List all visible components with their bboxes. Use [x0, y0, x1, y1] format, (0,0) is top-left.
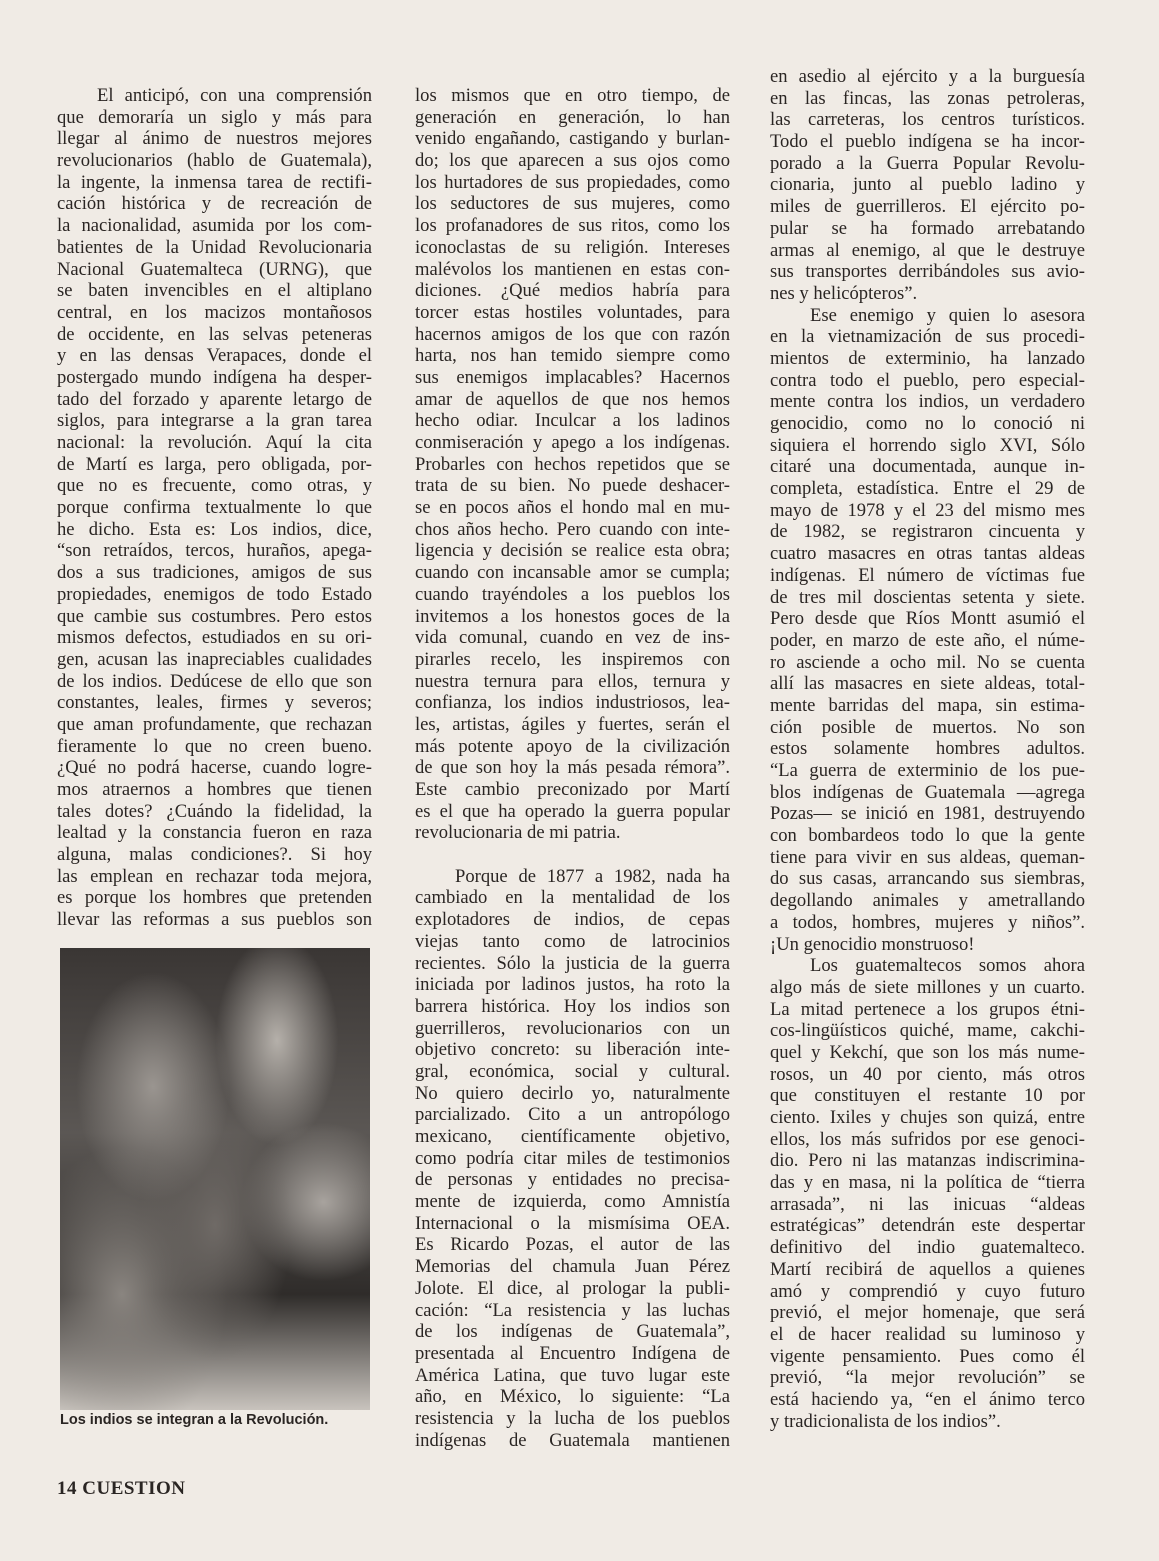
- text-line: de occidente, en las selvas peteneras: [57, 323, 372, 345]
- text-line: mexicano, científicamente objetivo,: [415, 1126, 730, 1147]
- text-line: las emplean en rechazar toda mejora,: [57, 865, 372, 887]
- text-line: es el que ha operado la guerra popular: [415, 800, 730, 822]
- text-line: Pero desde que Ríos Montt asumió el: [770, 608, 1085, 630]
- text-line: tado del forzado y aparente letargo de: [57, 388, 372, 410]
- text-line: Nacional Guatemalteca (URNG), que: [57, 258, 372, 280]
- text-line: la ingente, la inmensa tarea de rectifi-: [57, 171, 372, 193]
- text-line: de Martí es larga, pero obligada, por-: [57, 453, 372, 475]
- text-line: ellos, los más sufridos por ese genoci-: [770, 1128, 1085, 1150]
- text-line: previó, “la mejor revolución” se: [770, 1367, 1085, 1389]
- text-line: año, en México, lo siguiente: “La: [415, 1386, 730, 1408]
- text-line: cuatro masacres en otras tantas aldeas: [770, 543, 1085, 565]
- text-line: ciento. Ixiles y chujes son quizá, entre: [770, 1107, 1085, 1128]
- text-line: porque confirma textualmente lo que: [57, 497, 372, 519]
- text-line: y en las densas Verapaces, donde el: [57, 345, 372, 367]
- text-line: parcializado. Cito a un antropólogo: [415, 1104, 730, 1126]
- text-line: quel y Kekchí, que son los más nume-: [770, 1041, 1085, 1063]
- text-line: a todos, hombres, mujeres y niños”.: [770, 911, 1085, 933]
- text-line: presentada al Encuentro Indígena de: [415, 1342, 730, 1364]
- text-line: confianza, los indios industriosos, lea-: [415, 692, 730, 714]
- text-line: viejas tanto como de latrocinios: [415, 930, 730, 952]
- text-line: gral, económica, social y cultural.: [415, 1060, 730, 1082]
- text-line: la nacionalidad, asumida por los com-: [57, 215, 372, 237]
- text-line: Martí recibirá de aquellos a quienes: [770, 1258, 1085, 1280]
- text-line: Todo el pueblo indígena se ha incor-: [770, 131, 1085, 153]
- paragraph: [770, 305, 1085, 956]
- text-line: genocidio, como no lo conoció ni: [770, 413, 1085, 434]
- text-line: El anticipó, con una comprensión: [97, 85, 372, 106]
- text-line: dos a sus tradiciones, amigos de sus: [57, 562, 372, 584]
- paragraph: [770, 955, 1085, 1432]
- text-line: “La guerra de exterminio de los pue-: [770, 760, 1085, 781]
- text-line: se baten invencibles en el altiplano: [57, 280, 372, 302]
- text-line: generación en generación, lo han: [415, 106, 730, 128]
- text-line: armas al enemigo, al que le destruye: [770, 239, 1085, 261]
- text-line: Es Ricardo Pozas, el autor de las: [415, 1234, 730, 1256]
- text-line: trata de su bien. No puede deshacer-: [415, 475, 730, 497]
- text-line: Porque de 1877 a 1982, nada ha: [455, 865, 730, 887]
- text-line: que no es frecuente, como otras, y: [57, 475, 372, 497]
- text-column-1: [57, 85, 372, 931]
- text-line: de que son hoy la más pesada rémora”.: [415, 757, 730, 779]
- text-column-2: [415, 85, 730, 1451]
- paragraph: [57, 85, 372, 931]
- text-line: guerrilleros, revolucionarios con un: [415, 1017, 730, 1039]
- text-line: que cambie sus costumbres. Pero estos: [57, 605, 372, 627]
- text-line: tales dotes? ¿Cuándo la fidelidad, la: [57, 800, 372, 822]
- text-line: hecho odiar. Inculcar a los ladinos: [415, 410, 730, 432]
- text-line: completa, estadística. Entre el 29 de: [770, 478, 1085, 500]
- text-line: los hurtadores de sus propiedades, como: [415, 171, 730, 193]
- text-line: las carreteras, los centros turísticos.: [770, 109, 1085, 131]
- text-line: en asedio al ejército y a la burguesía: [770, 66, 1085, 87]
- photo-caption: Los indios se integran a la Revolución.: [60, 1412, 329, 1428]
- text-line: está haciendo ya, “en el ánimo terco: [770, 1388, 1085, 1410]
- text-line: de los indios. Dedúcese de ello que son: [57, 670, 372, 692]
- text-line: sus enemigos implacables? Hacernos: [415, 366, 730, 388]
- text-line: cación: “La resistencia y las luchas: [415, 1299, 730, 1321]
- text-line: nuestra ternura para ellos, ternura y: [415, 670, 730, 692]
- text-line: estos solamente hombres adultos.: [770, 738, 1085, 760]
- text-line: dio. Pero ni las matanzas indiscrimina-: [770, 1150, 1085, 1172]
- text-line: de los indígenas de Guatemala”,: [415, 1321, 730, 1343]
- text-line: mismos defectos, estudiados en su ori-: [57, 627, 372, 649]
- text-line: definitivo del indio guatemalteco.: [770, 1237, 1085, 1259]
- text-line: malévolos los mantienen en estas con-: [415, 258, 730, 280]
- text-line: cos-lingüísticos quiché, mame, cakchi-: [770, 1020, 1085, 1042]
- text-line: siquiera el horrendo siglo XVI, Sólo: [770, 434, 1085, 456]
- text-line: que constituyen el restante 10 por: [770, 1085, 1085, 1107]
- text-line: llegar al ánimo de nuestros mejores: [57, 128, 372, 150]
- text-line: poder, en marzo de este año, el núme-: [770, 629, 1085, 651]
- text-line: cuando trayéndoles a los pueblos los: [415, 583, 730, 605]
- text-line: los profanadores de sus ritos, como los: [415, 215, 730, 237]
- text-line: do; los que aparecen a sus ojos como: [415, 150, 730, 172]
- text-line: barrera histórica. Hoy los indios son: [415, 995, 730, 1017]
- text-line: vigente pensamiento. Pues como él: [770, 1345, 1085, 1367]
- text-line: recientes. Sólo la justicia de la guerra: [415, 952, 730, 974]
- text-line: gen, acusan las inapreciables cualidades: [57, 648, 372, 670]
- text-line: estratégicas” detendrán este despertar: [770, 1215, 1085, 1237]
- text-line: fieramente lo que no creen bueno.: [57, 735, 372, 757]
- paragraph: [770, 66, 1085, 305]
- text-line: cionaria, junto al pueblo ladino y: [770, 174, 1085, 196]
- text-line: Memorias del chamula Juan Pérez: [415, 1256, 730, 1278]
- text-line: arrasada”, ni las inicuas “aldeas: [770, 1193, 1085, 1215]
- text-line: los seductores de sus mujeres, como: [415, 193, 730, 215]
- text-line: indígenas de Guatemala mantienen: [415, 1429, 730, 1451]
- text-line: No quiero decirlo yo, naturalmente: [415, 1082, 730, 1104]
- text-line: amar de aquellos de que nos hemos: [415, 388, 730, 410]
- text-line: harta, nos han temido siempre como: [415, 345, 730, 367]
- text-line: es porque los hombres que pretenden: [57, 887, 372, 909]
- text-line: venido engañando, castigando y burlan-: [415, 128, 730, 150]
- text-line: Pozas— se inició en 1981, destruyendo: [770, 803, 1085, 825]
- text-line: torcer estas hostiles voluntades, para: [415, 301, 730, 323]
- text-line: ligencia y decisión se realice esta obra;: [415, 540, 730, 562]
- text-line: porado a la Guerra Popular Revolu-: [770, 152, 1085, 174]
- text-line: vida comunal, cuando en vez de ins-: [415, 627, 730, 649]
- text-line: mente contra los indios, un verdadero: [770, 391, 1085, 413]
- text-line: les, artistas, ágiles y fuertes, serán el: [415, 713, 730, 735]
- text-line: Internacional o la mismísima OEA.: [415, 1212, 730, 1234]
- text-line: Los guatemaltecos somos ahora: [810, 955, 1085, 977]
- text-line: nes y helicópteros”.: [770, 282, 918, 304]
- text-line: citaré una documentada, aunque in-: [770, 456, 1085, 478]
- text-line: como podría citar miles de testimonios: [415, 1147, 730, 1169]
- text-line: algo más de siete millones y un cuarto.: [770, 976, 1085, 998]
- text-line: de 1982, se registraron cincuenta y: [770, 521, 1085, 543]
- text-line: tiene para vivir en sus aldeas, queman-: [770, 846, 1085, 868]
- text-line: se en pocos años el hondo mal en mu-: [415, 497, 730, 519]
- text-line: miles de guerrilleros. El ejército po-: [770, 196, 1085, 218]
- text-line: resistencia y la lucha de los pueblos: [415, 1407, 730, 1429]
- text-line: América Latina, que tuvo lugar este: [415, 1364, 730, 1386]
- text-line: ción posible de muertos. No son: [770, 716, 1085, 738]
- text-line: diciones. ¿Qué medios habría para: [415, 280, 730, 302]
- text-line: Probarles con hechos repetidos que se: [415, 453, 730, 475]
- text-line: de tres mil doscientas setenta y siete.: [770, 586, 1085, 608]
- text-line: mayo de 1978 y el 23 del mismo mes: [770, 499, 1085, 521]
- text-line: allí las masacres en siete aldeas, total-: [770, 673, 1085, 695]
- photo-indigenous-guerrillas: [60, 948, 370, 1410]
- text-line: previó, el mejor homenaje, que será: [770, 1302, 1085, 1324]
- text-line: iconoclastas de su religión. Intereses: [415, 236, 730, 258]
- text-line: conmiseración y apego a los indígenas.: [415, 432, 730, 453]
- text-line: mos atraernos a hombres que tienen: [57, 779, 372, 800]
- text-line: mientos de exterminio, ha lanzado: [770, 347, 1085, 369]
- text-line: he dicho. Esta es: Los indios, dice,: [57, 518, 372, 540]
- text-line: ¡Un genocidio monstruoso!: [770, 933, 975, 955]
- text-line: amó y comprendió y cuyo futuro: [770, 1280, 1085, 1302]
- text-line: con bombardeos todo lo que la gente: [770, 825, 1085, 847]
- text-line: contra todo el pueblo, pero especial-: [770, 369, 1085, 391]
- text-line: el de hacer realidad su luminoso y: [770, 1323, 1085, 1345]
- text-line: mente de izquierda, como Amnistía: [415, 1191, 730, 1213]
- text-line: llevar las reformas a sus pueblos son: [57, 909, 372, 931]
- text-line: más potente apoyo de la civilización: [415, 735, 730, 757]
- text-line: mente barridas del mapa, sin estima-: [770, 694, 1085, 716]
- text-line: propiedades, enemigos de todo Estado: [57, 583, 372, 605]
- text-line: que aman profundamente, que rechazan: [57, 713, 372, 735]
- text-line: degollando animales y ametrallando: [770, 890, 1085, 912]
- text-line: central, en los macizos montañosos: [57, 301, 372, 323]
- text-line: constantes, leales, firmes y severos;: [57, 692, 372, 714]
- text-line: ¿Qué no podrá hacerse, cuando logre-: [57, 757, 372, 779]
- text-line: que demoraría un siglo y más para: [57, 106, 372, 128]
- paragraph: [415, 866, 730, 1452]
- text-line: Ese enemigo y quien lo asesora: [810, 304, 1085, 326]
- text-line: alguna, malas condiciones?. Si hoy: [57, 844, 372, 866]
- text-line: batientes de la Unidad Revolucionaria: [57, 236, 372, 258]
- text-line: de personas y entidades no precisa-: [415, 1169, 730, 1191]
- text-line: iniciada por ladinos justos, ha roto la: [415, 974, 730, 996]
- text-line: en las fincas, las zonas petroleras,: [770, 87, 1085, 109]
- text-line: cación histórica y de recreación de: [57, 193, 372, 215]
- text-line: nacional: la revolución. Aquí la cita: [57, 432, 372, 453]
- text-line: blos indígenas de Guatemala —agrega: [770, 781, 1085, 803]
- text-line: pular se ha formado arrebatando: [770, 217, 1085, 239]
- text-column-3: [770, 66, 1085, 1432]
- text-line: cambiado en la mentalidad de los: [415, 887, 730, 909]
- text-line: postergado mundo indígena ha desper-: [57, 366, 372, 388]
- text-line: revolucionarios (hablo de Guatemala),: [57, 150, 372, 172]
- text-line: lealtad y la constancia fueron en raza: [57, 822, 372, 844]
- text-line: chos años hecho. Pero cuando con inte-: [415, 518, 730, 540]
- page-folio: 14 CUESTION: [57, 1478, 186, 1499]
- text-line: sus transportes derribándoles sus avio-: [770, 261, 1085, 283]
- text-line: cuando con incansable amor se cumpla;: [415, 562, 730, 584]
- text-line: los mismos que en otro tiempo, de: [415, 85, 730, 106]
- text-line: invitemos a los honestos goces de la: [415, 605, 730, 627]
- text-line: rosos, un 40 por ciento, más otros: [770, 1063, 1085, 1085]
- text-line: “son retraídos, tercos, huraños, apega-: [57, 540, 372, 562]
- text-line: objetivo concreto: su liberación inte-: [415, 1039, 730, 1061]
- text-line: siglos, para integrarse a la gran tarea: [57, 410, 372, 432]
- text-line: en la vietnamización de sus procedi-: [770, 326, 1085, 348]
- text-line: do sus casas, arrancando sus siembras,: [770, 868, 1085, 890]
- text-line: das y en masa, ni la política de “tierra: [770, 1172, 1085, 1194]
- text-line: y tradicionalista de los indios”.: [770, 1410, 1001, 1432]
- paragraph: [415, 85, 730, 844]
- text-line: revolucionaria de mi patria.: [415, 822, 621, 844]
- text-line: indígenas. El número de víctimas fue: [770, 564, 1085, 586]
- text-line: ro asciende a ocho mil. No se cuenta: [770, 651, 1085, 673]
- text-line: pirarles recelo, les inspiremos con: [415, 648, 730, 670]
- text-line: Jolote. El dice, al prologar la publi-: [415, 1277, 730, 1299]
- text-line: La mitad pertenece a los grupos étni-: [770, 998, 1085, 1020]
- text-line: explotadores de indios, de cepas: [415, 909, 730, 931]
- text-line: Este cambio preconizado por Martí: [415, 779, 730, 800]
- text-line: hacernos amigos de los que con razón: [415, 323, 730, 345]
